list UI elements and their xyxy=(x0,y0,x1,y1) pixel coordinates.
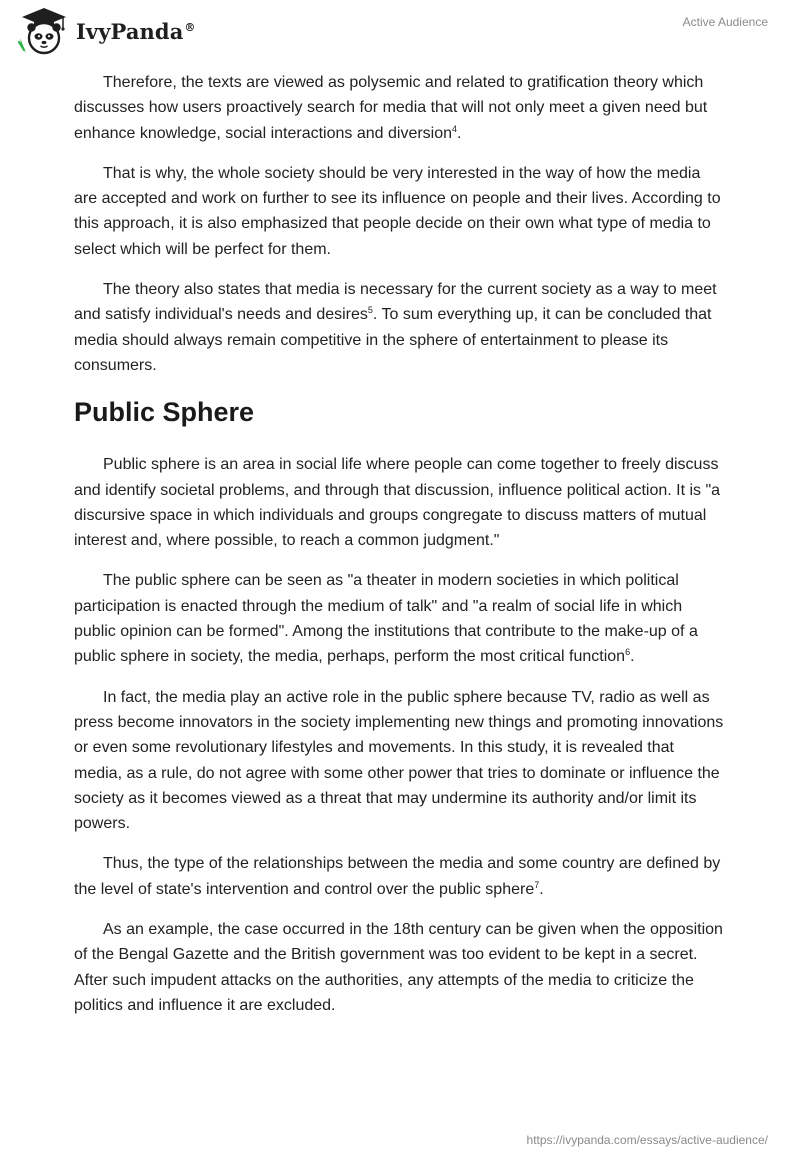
document-title: Active Audience xyxy=(682,15,768,29)
footnote-ref[interactable]: 5 xyxy=(367,305,373,316)
essay-body xyxy=(74,70,726,1033)
paragraph: Thus, the type of the relationships between the media and some country are defined by the level of state's intervention and control over the public sphere$^7$. xyxy=(74,855,721,898)
ivypanda-logo[interactable] xyxy=(16,6,196,56)
page-header xyxy=(0,0,800,62)
paragraph: That is why, the whole society should be very interested in the way of how the media are accepted and work on further to see its influence on people and their lives. According to this approach, it is also emphasized that people decide on their own what type of media to select which will be perfect for them. xyxy=(74,164,721,258)
footnote-ref[interactable]: 4 xyxy=(452,123,458,134)
footnote-ref[interactable]: 6 xyxy=(625,647,631,658)
paragraph: The public sphere can be seen as "a theater in modern societies in which political participation is enacted through the medium of talk" and "a realm of social life in which public opinion can be formed". Among the institutions that contribute to the make-up of a public sphere in society, the media, perhaps, perform the most critical function$^6$. xyxy=(74,572,698,666)
source-url[interactable]: https://ivypanda.com/essays/active-audience/ xyxy=(526,1133,768,1147)
panda-graduation-cap-icon xyxy=(16,6,72,56)
paragraph: The theory also states that media is necessary for the current society as a way to meet and satisfy individual's needs and desires$^5$. To sum everything up, it can be concluded that media should always remain competitive in the sphere of entertainment to please its consumers. xyxy=(74,281,717,374)
paragraph: Therefore, the texts are viewed as polysemic and related to gratification theory which discusses how users proactively search for media that will not only meet a given need but enhance knowledge, social interactions and diversion$^4$. xyxy=(74,74,708,142)
paragraph: Public sphere is an area in social life where people can come together to freely discuss and identify societal problems, and through that discussion, influence political action. It is "a discursive space in which individuals and groups congregate to discuss matters of mutual interest and, where possible, to reach a common judgment." xyxy=(74,456,721,550)
logo-wordmark: IvyPanda® xyxy=(76,18,196,44)
paragraph: As an example, the case occurred in the 18th century can be given when the opposition of the Bengal Gazette and the British government was too evident to be kept in a secret. After such impudent attacks on the authorities, any attempts of the media to criticize the politics and influence it are excluded. xyxy=(74,921,723,1014)
section-heading: Public Sphere xyxy=(74,397,255,428)
footnote-ref[interactable]: 7 xyxy=(534,879,540,890)
paragraph: In fact, the media play an active role in the public sphere because TV, radio as well as press become innovators in the society implementing new things and promoting innovations or even some revolutionary lifestyles and movements. In this study, it is revealed that media, as a rule, do not agree with some other power that tries to dominate or influence the society as it becomes viewed as a threat that may undermine its authority and/or limit its powers. xyxy=(74,688,724,833)
